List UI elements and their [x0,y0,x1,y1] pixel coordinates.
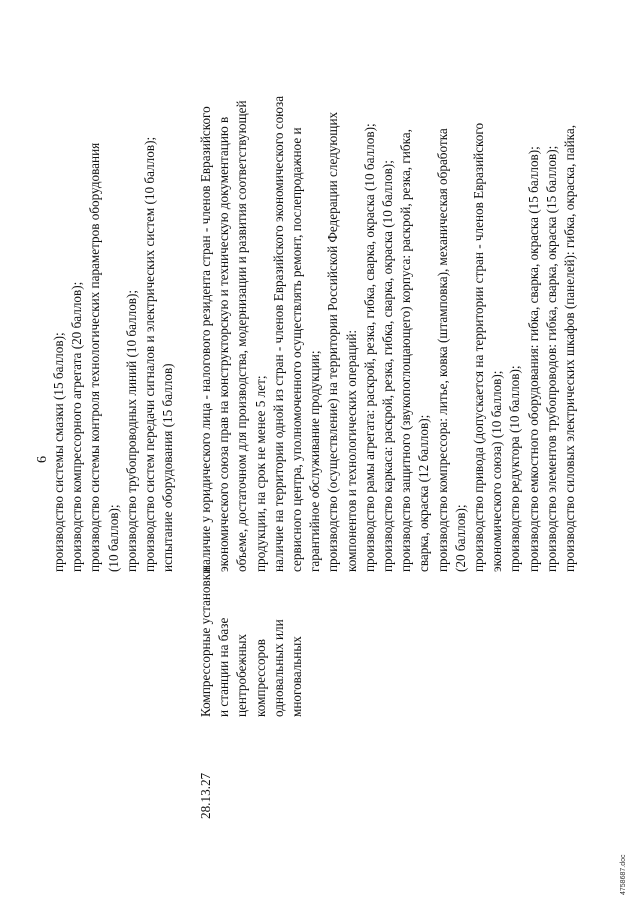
text-line: производство рамы агрегата: раскрой, резка, гибка, сварка, окраска (10 баллов); [361,123,377,572]
text-line: производство (осуществление) на территории Российской Федерации следующих [325,111,341,572]
text-line: наличие у юридического лица - налогового резидента стран - членов Евразийского [198,106,213,572]
text-line: производство системы смазки (15 баллов); [51,332,66,572]
requirements-text [197,96,579,572]
text-line: производство каркаса: раскрой, резка, гибка, сварка, окраска (10 баллов); [380,160,396,572]
text-line: сварка, окраска (12 баллов); [416,414,432,572]
text-line: (20 баллов); [452,504,468,572]
page-number: 6 [35,456,50,463]
text-line: одновальных или [270,619,286,717]
text-line: и станции на базе [216,617,232,717]
text-line: продукции, на срок не менее 5 лет; [252,375,268,572]
text-line: объеме, достаточном для производства, модернизации и развития соответствующей [234,100,250,572]
text-line: производство редуктора (10 баллов); [507,365,523,572]
text-line: испытание оборудования (15 баллов) [160,363,176,572]
text-line: наличие на территории одной из стран - членов Евразийского экономического союза [270,95,286,572]
document-code: 4758687.doc [620,854,627,895]
product-name [197,567,306,717]
text-line: производство систем передачи сигналов и электрических систем (10 баллов); [142,136,158,572]
text-line: производство защитного (звукопоглощающего) корпуса: раскрой, резка, гибка, [398,129,414,572]
text-line: производство силовых электрических шкафов (панелей): гибка, окраска, пайка, [562,124,578,572]
okpd-code: 28.13.27 [198,772,213,819]
text-line: компрессоров [252,639,268,717]
text-line: экономического союза прав на конструкторскую и техническую документацию в [216,116,232,572]
text-line: центробежных [234,633,250,717]
text-line: производство компрессорного агрегата (20 баллов); [69,281,85,572]
text-line: компонентов и технологических операций: [343,329,359,572]
text-line: производство привода (допускается на территории стран - членов Евразийского [471,122,487,572]
text-line: производство трубопроводных линий (10 баллов); [123,289,139,572]
top-continuation-text [50,137,177,572]
text-line: производство системы контроля технологических параметров оборудования [87,142,103,572]
text-line: гарантийное обслуживание продукции; [307,350,323,572]
text-line: производство элементов трубопроводов: гибка, сварка, окраска (15 баллов); [543,145,559,572]
text-line: экономического союза) (10 баллов); [489,370,505,572]
text-line: многовальных [289,636,305,717]
text-line: (10 баллов); [105,504,121,572]
text-line: сервисного центра, уполномоченного осуществлять ремонт, послепродажное и [289,127,305,572]
text-line: производство емкостного оборудования: гибка, сварка, окраска (15 баллов); [525,146,541,572]
text-line: производство компрессора: литье, ковка (штамповка), механическая обработка [434,128,450,572]
text-line: Компрессорные установки [198,566,213,717]
